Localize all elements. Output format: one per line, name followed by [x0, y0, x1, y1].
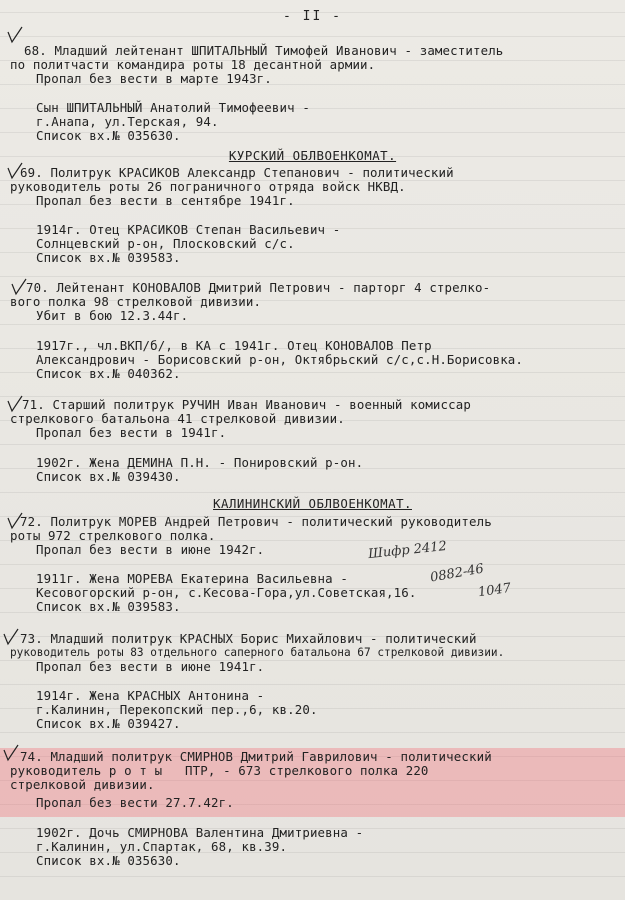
entry-70-line-1: 70. Лейтенант КОНОВАЛОВ Дмитрий Петрович - парторг 4 стрелко-	[26, 280, 491, 295]
entry-72-line-4: 1911г. Жена МОРЕВА Екатерина Васильевна -	[36, 571, 349, 586]
checkmark-icon	[2, 744, 20, 762]
entry-74-line-4: Пропал без вести 27.7.42г.	[36, 795, 234, 810]
entry-68-line-2: по политчасти командира роты 18 десантной армии.	[10, 57, 376, 72]
entry-73-line-2: руководитель роты 83 отдельного саперного батальона 67 стрелковой дивизии.	[10, 646, 505, 659]
section-heading-kalinin: КАЛИНИНСКИЙ ОБЛВОЕНКОМАТ.	[213, 496, 412, 511]
entry-68-line-5: г.Анапа, ул.Терская, 94.	[36, 114, 219, 129]
entry-70-line-2: вого полка 98 стрелковой дивизии.	[10, 294, 262, 309]
entry-72-line-1: 72. Политрук МОРЕВ Андрей Петрович - политический руководитель	[20, 514, 492, 529]
handwritten-note-1: Шифр 2412	[367, 538, 448, 563]
entry-72-line-6: Список вх.№ 039583.	[36, 599, 181, 614]
entry-71-line-4: 1902г. Жена ДЕМИНА П.Н. - Понировский р-он.	[36, 455, 364, 470]
entry-72-line-3: Пропал без вести в июне 1942г.	[36, 542, 265, 557]
page-number: - II -	[283, 9, 342, 24]
checkmark-icon	[2, 628, 20, 646]
entry-69-line-3: Пропал без вести в сентябре 1941г.	[36, 193, 295, 208]
entry-69-line-5: Солнцевский р-он, Плосковский с/с.	[36, 236, 295, 251]
entry-70-line-3: Убит в бою 12.3.44г.	[36, 308, 189, 323]
checkmark-icon	[6, 26, 24, 44]
entry-74-line-6: г.Калинин, ул.Спартак, 68, кв.39.	[36, 839, 288, 854]
entry-74-line-2: руководитель р о т ы ПТР, - 673 стрелкового полка 220	[10, 763, 429, 778]
entry-71-line-2: стрелкового батальона 41 стрелковой дивизии.	[10, 411, 345, 426]
entry-71-line-3: Пропал без вести в 1941г.	[36, 425, 227, 440]
entry-73-line-3: Пропал без вести в июне 1941г.	[36, 659, 265, 674]
entry-70-line-5: Александрович - Борисовский р-он, Октябрьский с/с,с.Н.Борисовка.	[36, 352, 524, 367]
entry-69-line-2: руководитель роты 26 пограничного отряда войск НКВД.	[10, 179, 406, 194]
entry-74-line-7: Список вх.№ 035630.	[36, 853, 181, 868]
entry-68-line-1: 68. Младший лейтенант ШПИТАЛЬНЫЙ Тимофей Иванович - заместитель	[24, 43, 504, 58]
entry-73-line-4: 1914г. Жена КРАСНЫХ Антонина -	[36, 688, 265, 703]
entry-72-line-2: роты 972 стрелкового полка.	[10, 528, 216, 543]
entry-73-line-6: Список вх.№ 039427.	[36, 716, 181, 731]
entry-69-line-4: 1914г. Отец КРАСИКОВ Степан Васильевич -	[36, 222, 341, 237]
entry-71-line-1: 71. Старший политрук РУЧИН Иван Иванович - военный комиссар	[22, 397, 471, 412]
entry-69-line-6: Список вх.№ 039583.	[36, 250, 181, 265]
entry-68-line-4: Сын ШПИТАЛЬНЫЙ Анатолий Тимофеевич -	[36, 100, 310, 115]
entry-69-line-1: 69. Политрук КРАСИКОВ Александр Степанович - политический	[20, 165, 454, 180]
handwritten-note-3: 1047	[477, 580, 512, 601]
section-heading-kursk: КУРСКИЙ ОБЛВОЕНКОМАТ.	[228, 148, 397, 163]
entry-73-line-1: 73. Младший политрук КРАСНЫХ Борис Михайлович - политический	[20, 631, 477, 646]
handwritten-note-2: 0882-46	[429, 561, 485, 586]
entry-71-line-5: Список вх.№ 039430.	[36, 469, 181, 484]
entry-74-line-3: стрелковой дивизии.	[10, 777, 155, 792]
entry-74-line-1: 74. Младший политрук СМИРНОВ Дмитрий Гаврилович - политический	[20, 749, 492, 764]
entry-70-line-6: Список вх.№ 040362.	[36, 366, 181, 381]
entry-73-line-5: г.Калинин, Перекопский пер.,6, кв.20.	[36, 702, 318, 717]
entry-72-line-5: Кесовогорский р-он, с.Кесова-Гора,ул.Советская,16.	[36, 585, 417, 600]
entry-70-line-4: 1917г., чл.ВКП/б/, в КА с 1941г. Отец КОНОВАЛОВ Петр	[36, 338, 432, 353]
entry-68-line-6: Список вх.№ 035630.	[36, 128, 181, 143]
entry-68-line-3: Пропал без вести в марте 1943г.	[36, 71, 272, 86]
entry-74-line-5: 1902г. Дочь СМИРНОВА Валентина Дмитриевна -	[36, 825, 364, 840]
